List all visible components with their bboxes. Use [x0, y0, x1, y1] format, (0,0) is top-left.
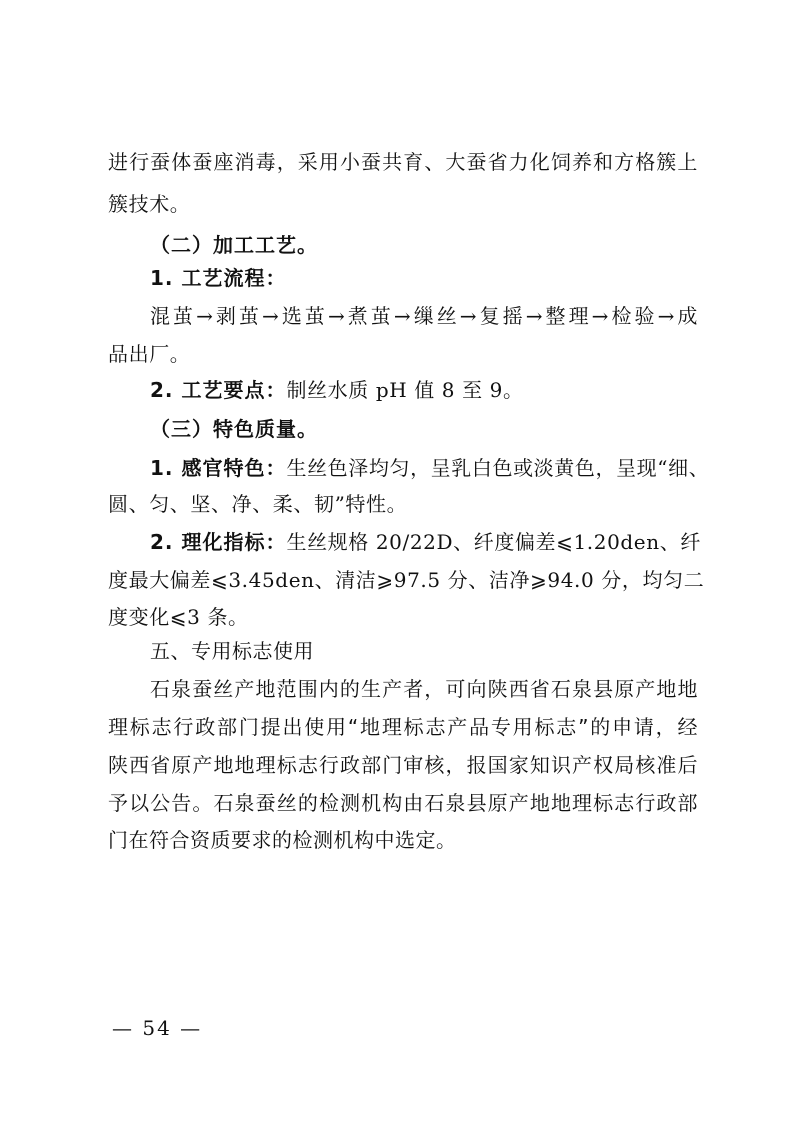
mark-paragraph-line: 陕西省原产地地理标志行政部门审核，报国家知识产权局核准后: [108, 753, 698, 777]
mark-paragraph-line: 门在符合资质要求的检测机构中选定。: [108, 828, 457, 852]
page-number: — 54 —: [112, 1016, 203, 1040]
process-flow-line: 品出厂。: [108, 342, 191, 366]
paragraph-line: 进行蚕体蚕座消毒，采用小蚕共育、大蚕省力化饲养和方格簇上: [108, 150, 698, 174]
item-process-points: [150, 376, 698, 404]
mark-paragraph-line: 予以公告。石泉蚕丝的检测机构由石泉县原产地地理标志行政部: [108, 791, 698, 815]
process-points-text: 制丝水质 pH 值 8 至 9。: [286, 378, 524, 402]
process-flow-line: 混茧→剥茧→选茧→煮茧→缫丝→复摇→整理→检验→成: [150, 304, 698, 328]
section-heading-processing: （二）加工工艺。: [150, 233, 318, 257]
paragraph-line: 簇技术。: [108, 192, 191, 216]
item-heading-process-points: 2. 工艺要点：: [150, 378, 287, 402]
item-heading-sensory: 1. 感官特色：: [150, 456, 287, 480]
physchem-line: 度最大偏差⩽3.45den、清洁⩾97.5 分、洁净⩾94.0 分，均匀二: [108, 568, 705, 592]
sensory-line: [150, 454, 710, 482]
physchem-text: 生丝规格 20/22D、纤度偏差⩽1.20den、纤: [286, 530, 701, 554]
section-heading-quality: （三）特色质量。: [150, 417, 318, 441]
mark-paragraph-line: 石泉蚕丝产地范围内的生产者，可向陕西省石泉县原产地地: [150, 677, 698, 701]
item-heading-physchem: 2. 理化指标：: [150, 530, 287, 554]
sensory-text: 生丝色泽均匀，呈乳白色或淡黄色，呈现“细、: [286, 456, 710, 480]
sensory-line: 圆、匀、坚、净、柔、韧”特性。: [108, 492, 408, 516]
physchem-line: [150, 528, 701, 556]
mark-paragraph-line: 理标志行政部门提出使用“地理标志产品专用标志”的申请，经: [108, 715, 698, 739]
item-heading-process-flow: 1. 工艺流程：: [150, 266, 287, 290]
physchem-line: 度变化⩽3 条。: [108, 605, 249, 629]
section-heading-special-mark: 五、专用标志使用: [150, 639, 314, 663]
